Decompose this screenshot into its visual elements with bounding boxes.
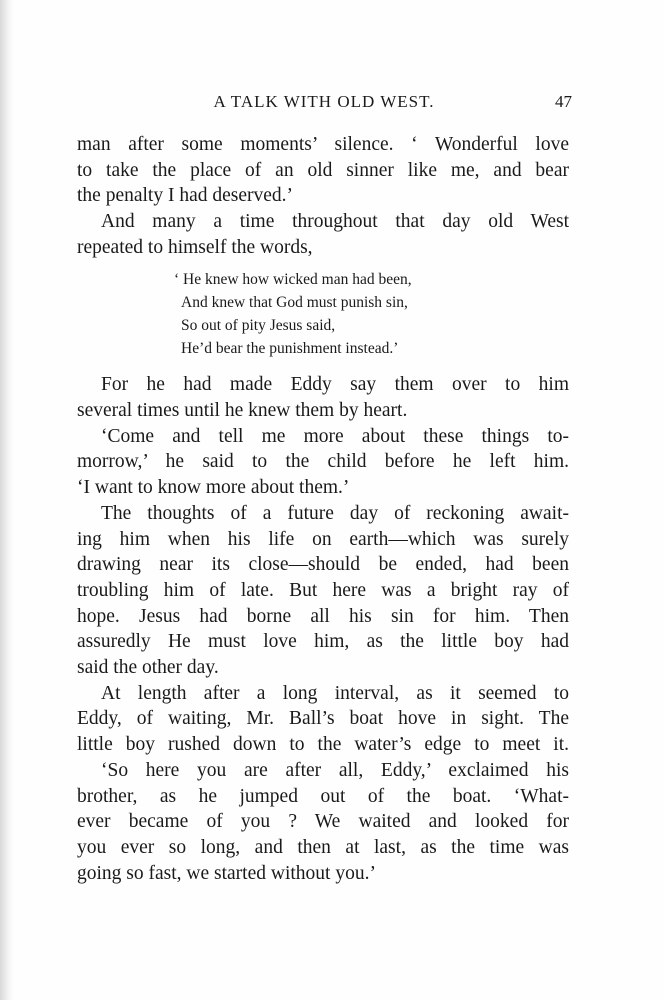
paragraph	[77, 372, 569, 423]
text-line: For he had made Eddy say them over to him	[101, 374, 569, 396]
text-line: repeated to himself the words,	[77, 236, 313, 258]
verse-line: And knew that God must punish sin,	[181, 293, 408, 311]
text-line: you ever so long, and then at last, as the time was	[77, 836, 569, 858]
paragraph-continued	[77, 132, 569, 209]
text-line: man after some moments’ silence. ‘ Wonderful love	[77, 134, 569, 155]
text-line: said the other day.	[77, 657, 219, 679]
verse-quotation	[174, 268, 569, 361]
paragraph	[77, 501, 569, 681]
text-line: ‘I want to know more about them.’	[77, 477, 350, 499]
text-line: Eddy, of waiting, Mr. Ball’s boat hove in sight. The	[77, 708, 569, 730]
page-number: 47	[555, 92, 572, 111]
text-line: The thoughts of a future day of reckoning await-	[101, 502, 569, 524]
text-line: assuredly He must love him, as the little boy had	[77, 631, 569, 653]
text-line: several times until he knew them by heart.	[77, 400, 408, 422]
paragraph	[77, 424, 569, 501]
text-line: drawing near its close—should be ended, had been	[77, 554, 569, 576]
text-line: to take the place of an old sinner like me, and bear	[77, 159, 569, 181]
text-line: ‘Come and tell me more about these things to-	[101, 425, 569, 447]
running-head	[76, 90, 572, 114]
paragraph	[77, 209, 569, 260]
text-line: ‘So here you are after all, Eddy,’ exclaimed his	[101, 759, 569, 781]
text-line: troubling him of late. But here was a bright ray of	[77, 579, 569, 601]
text-line: going so fast, we started without you.’	[77, 862, 376, 884]
verse-line: He’d bear the punishment instead.’	[181, 340, 399, 358]
text-line: the penalty I had deserved.’	[77, 185, 294, 207]
paragraph	[77, 681, 569, 758]
text-line: morrow,’ he said to the child before he left him.	[77, 451, 569, 473]
text-line: brother, as he jumped out of the boat. ‘What-	[77, 785, 569, 807]
text-line: ever became of you ? We waited and looked for	[77, 811, 569, 833]
running-title: A TALK WITH OLD WEST.	[213, 92, 435, 111]
text-line: little boy rushed down to the water’s edge to meet it.	[77, 734, 569, 756]
verse-line: So out of pity Jesus said,	[181, 316, 336, 334]
text-line: And many a time throughout that day old West	[101, 211, 569, 233]
verse-line: ‘ He knew how wicked man had been,	[174, 270, 412, 288]
text-line: ing him when his life on earth—which was surely	[77, 528, 569, 550]
body-text	[77, 132, 569, 886]
paragraph	[77, 758, 569, 887]
text-line: hope. Jesus had borne all his sin for him. Then	[77, 605, 569, 627]
page-gutter-shadow	[0, 0, 14, 1000]
text-line: At length after a long interval, as it seemed to	[101, 682, 569, 704]
